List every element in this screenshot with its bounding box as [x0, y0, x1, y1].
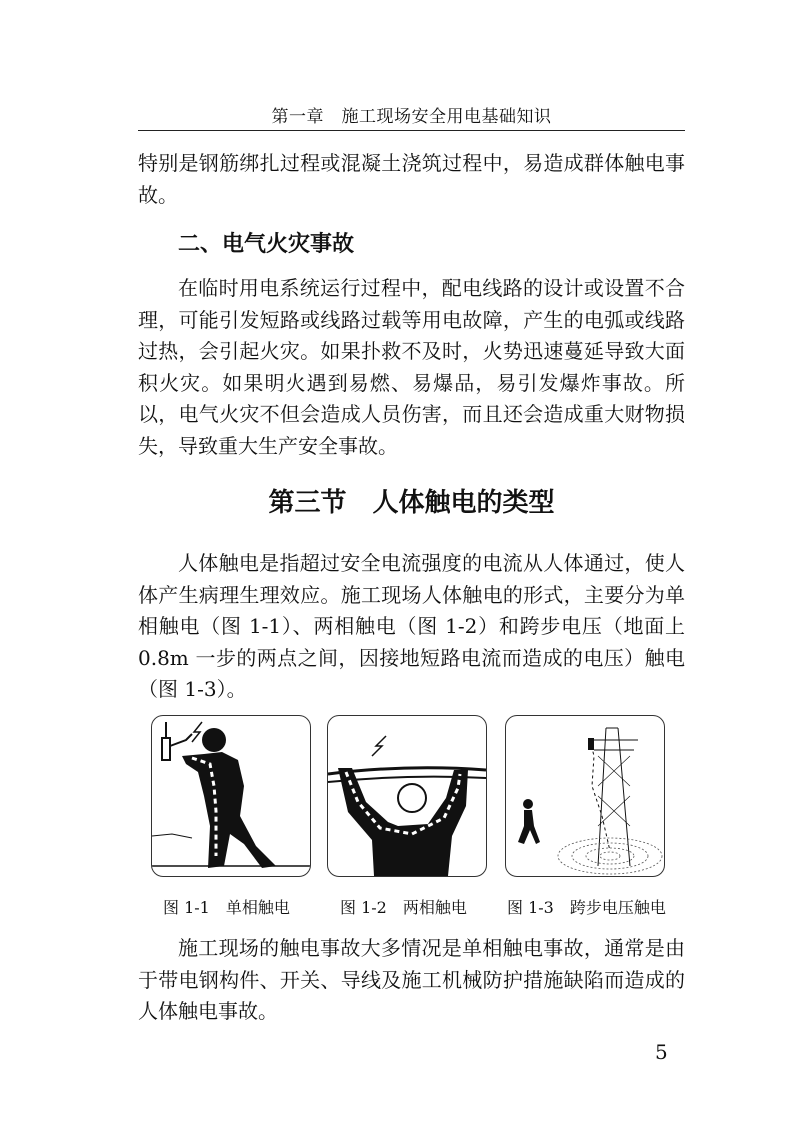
subheading-electrical-fire: 二、电气火灾事故	[178, 232, 355, 257]
figure-1-2	[327, 715, 487, 877]
figure-1-2-caption: 图 1-2 两相触电	[340, 898, 467, 917]
step-voltage-shock-illustration	[506, 716, 664, 876]
page-number: 5	[655, 1040, 668, 1064]
paragraph-shock-types: 人体触电是指超过安全电流强度的电流从人体通过，使人体产生病理生理效应。施工现场人体触电的形式，主要分为单相触电（图 1-1）、两相触电（图 1-2）和跨步电压（地面上 0.8m 一步的两点之间，因接地短路电流而造成的电压）触电（图 1-3）。	[138, 551, 685, 701]
two-phase-shock-illustration	[328, 716, 486, 876]
paragraph-summary: 施工现场的触电事故大多情况是单相触电事故，通常是由于带电钢构件、开关、导线及施工机械防护措施缺陷而造成的人体触电事故。	[138, 936, 685, 1023]
single-phase-shock-illustration	[152, 716, 310, 876]
figure-1-3-caption: 图 1-3 跨步电压触电	[507, 898, 666, 917]
paragraph-continued: 特别是钢筋绑扎过程或混凝土浇筑过程中，易造成群体触电事故。	[138, 151, 685, 207]
figure-1-1	[151, 715, 311, 877]
figure-1-3	[505, 715, 665, 877]
header-rule	[138, 130, 685, 131]
running-header: 第一章 施工现场安全用电基础知识	[271, 107, 552, 127]
figure-1-1-caption: 图 1-1 单相触电	[163, 898, 290, 917]
section-title: 第三节 人体触电的类型	[268, 488, 555, 518]
paragraph-electrical-fire: 在临时用电系统运行过程中，配电线路的设计或设置不合理，可能引发短路或线路过载等用电故障，产生的电弧或线路过热，会引起火灾。如果扑救不及时，火势迅速蔓延导致大面积火灾。如果明火遇到易燃、易爆品，易引发爆炸事故。所以，电气火灾不但会造成人员伤害，而且还会造成重大财物损失，导致重大生产安全事故。	[138, 276, 685, 458]
